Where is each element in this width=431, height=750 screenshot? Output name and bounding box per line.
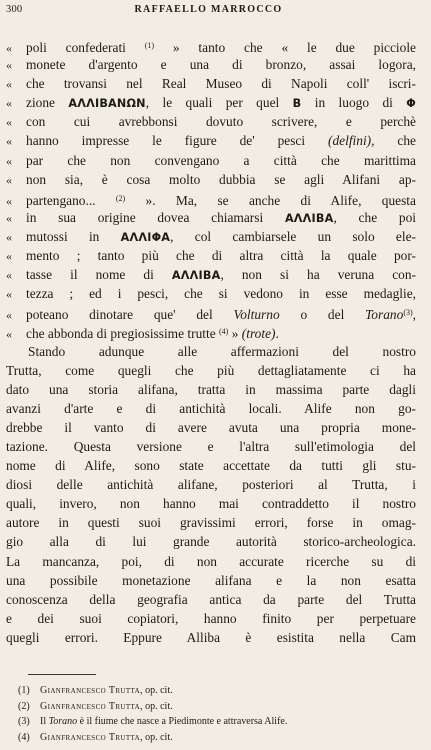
text-line: La mancanza, poi, di non accurate ricerche su di [6, 553, 416, 569]
text-line: « tezza ; ed i pesci, che si vedono in esse medaglie, [6, 286, 416, 302]
greek-letter: Β [292, 97, 302, 111]
text-line: « tasse il nome di ΑΛΛΙΒΑ, non si ha veruna con- [6, 267, 416, 283]
footnote-ref: (1) [144, 41, 155, 50]
footnote: (2) Gianfrancesco Trutta, op. cit. [18, 699, 418, 715]
text-line: « che trovansi nel Real Museo di Napoli coll' iscri- [6, 76, 416, 92]
text-line: drebbe il vanto di avere avuta una propria mone- [6, 419, 416, 435]
footnote: (1) Gianfrancesco Trutta, op. cit. [18, 683, 418, 699]
text-line: Trutta, come quegli che più dettagliatamente ci ha [6, 362, 416, 378]
text-line: gio alla di lui grande autorità storico-archeologica. [6, 534, 416, 550]
text-line: « in sua origine dovea chiamarsi ΑΛΛΙΒΑ, che poi [6, 209, 416, 225]
footnote-ref: (4) [219, 327, 229, 337]
text-line: Stando adunque alle affermazioni del nostro [28, 343, 416, 359]
page-header [6, 4, 411, 18]
text-line: « partengano... $^{(2)}$ ». Ma, se anche di Alife, questa [6, 192, 416, 208]
footnote-author: Gianfrancesco Trutta [40, 685, 141, 696]
footnote-number: (2) [18, 700, 30, 712]
greek-inscription: ΑΛΛΙΒΑ [171, 269, 221, 283]
text-line: « monete d'argento e una di bronzo, assai logora, [6, 57, 416, 73]
footnote-author: Gianfrancesco Trutta [40, 700, 141, 712]
italic-text: (delfini), [328, 133, 375, 149]
text-line: diosi delle antichità alifane, posteriori al Trutta, i [6, 477, 416, 493]
footnote-number: (4) [18, 731, 30, 743]
text-line: « par che non convengano a città che marittima [6, 152, 416, 168]
italic-text: Volturno [233, 307, 280, 323]
greek-inscription: ΑΛΛΙΒΑ [284, 211, 334, 225]
text-line: una possibile monetazione alifana e la non esatta [6, 572, 416, 588]
text-line: « zione ΑΛΛΙΒΑΝΩΝ, le quali per quel Β in luogo di Φ [6, 95, 416, 111]
footnote-number: (3) [18, 716, 30, 727]
italic-text: Torano [48, 716, 78, 727]
footnote-ref: (2) [115, 193, 126, 203]
text-line: quegli errori. Eppure Alliba è esistita nella Cam [6, 629, 416, 645]
greek-inscription: ΑΛΛΙΦΑ [120, 230, 171, 244]
text-line: e dei suoi copiatori, hanno finito per perpetuare [6, 610, 416, 626]
footnote-divider [28, 674, 96, 675]
italic-text: Torano [365, 307, 404, 323]
text-line: « che abbonda di pregiosissime trutte $^{(4)}$ » (trote). [6, 326, 279, 342]
text-line: tazione. Questa versione e l'altra sull'etimologia del [6, 438, 416, 454]
footnote: (4) Gianfrancesco Trutta, op. cit. [18, 730, 418, 746]
footnote: (3) Il Torano è il fiume che nasce a Piedimonte e attraversa Alife. [18, 714, 418, 730]
footnote-number: (1) [18, 685, 30, 696]
text-line: « poteano dinotare que' del Volturno o del Torano$^{(3)}$, [6, 307, 416, 323]
running-head: RAFFAELLO MARROCCO [134, 4, 283, 15]
text-line: « non sia, è cosa molto dubbia se agli Alifani ap- [6, 171, 416, 187]
body-text [6, 36, 416, 647]
italic-text: (trote) [241, 326, 276, 342]
text-line: « poli confederati $^{(1)}$ » tanto che « le due picciole [6, 40, 416, 55]
text-line: dato una storia alifana, tratta in massima parte dagli [6, 381, 416, 397]
page-number: 300 [6, 4, 23, 15]
footnote-author: Gianfrancesco Trutta [40, 731, 141, 743]
text-line: quali, invero, non hanno mai contraddetto il nostro [6, 496, 416, 512]
footnotes [18, 683, 418, 745]
greek-letter: Φ [406, 97, 416, 111]
text-line: « con cui avrebbonsi dovuto scrivere, e perchè [6, 114, 416, 130]
text-line: « mutossi in ΑΛΛΙΦΑ, col cambiarsele un solo ele- [6, 228, 416, 244]
text-line: avanzi d'arte e di antichità locali. Alife non go- [6, 400, 416, 416]
footnote-ref: (3) [403, 308, 413, 318]
text-line: « hanno impresse le figure de' pesci (delfini), che [6, 133, 416, 149]
text-line: conoscenza della geografia antica da parte del Trutta [6, 591, 416, 607]
text-line: nome di Alife, sono state accettate da tutti gli stu- [6, 458, 416, 474]
text-line: « mento ; tanto più che di altra città la quale por- [6, 248, 416, 264]
text-line: autore in questi suoi gravissimi errori, forse in omag- [6, 515, 416, 531]
greek-inscription: ΑΛΛΙΒΑΝΩΝ [68, 97, 146, 111]
